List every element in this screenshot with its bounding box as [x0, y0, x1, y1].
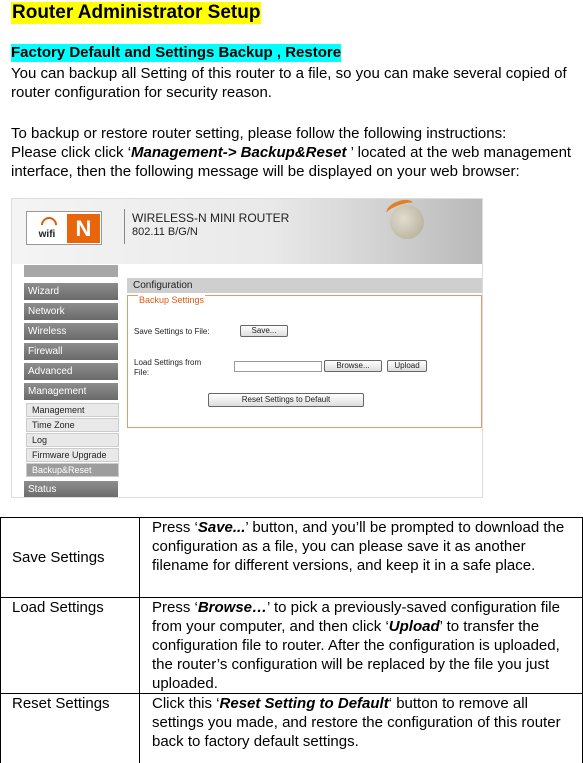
nav-item-wizard[interactable]: Wizard — [24, 283, 118, 300]
subnav-item-management[interactable]: Management — [26, 403, 119, 417]
desc-button-name: Save... — [197, 519, 246, 536]
load-settings-label-line2: File: — [134, 368, 150, 377]
backup-settings-legend: Backup Settings — [139, 295, 205, 305]
nav-item-wireless[interactable]: Wireless — [24, 323, 118, 340]
table-row — [1, 694, 583, 763]
banner-divider — [124, 209, 125, 244]
router-banner — [12, 199, 483, 264]
instructions-pre: Please click click ‘ — [11, 144, 132, 161]
desc-button-name: Reset Setting to Default — [219, 695, 389, 712]
desc-text: ‘ button to remove all settings you made, and restore the configuration of this router back to factory default settings. — [152, 695, 561, 750]
desc-text: Press ‘ — [152, 519, 198, 536]
nav-item-management[interactable]: Management — [24, 383, 118, 400]
subnav-item-time-zone[interactable]: Time Zone — [26, 418, 119, 432]
backup-settings-box — [127, 295, 482, 428]
row-key: Load Settings — [1, 598, 140, 694]
reset-to-default-button[interactable]: Reset Settings to Default — [208, 393, 364, 407]
row-key: Reset Settings — [1, 694, 140, 763]
globe-icon — [390, 205, 424, 239]
instructions-line-1: To backup or restore router setting, please follow the following instructions: — [11, 125, 507, 142]
upload-button[interactable]: Upload — [387, 360, 427, 372]
configuration-panel — [127, 278, 482, 428]
subnav-item-backup-reset[interactable]: Backup&Reset — [26, 463, 119, 477]
desc-text: Press ‘ — [152, 599, 198, 616]
panel-header: Configuration — [127, 278, 482, 293]
page-title: Router Administrator Setup — [12, 2, 261, 23]
wifi-logo-text: wifi — [29, 215, 65, 241]
nav-item-advanced[interactable]: Advanced — [24, 363, 118, 380]
sidebar-nav — [24, 265, 118, 498]
settings-table — [0, 517, 583, 763]
instructions-post: ’ located at the web management interface, then the following message will be displayed on your web browser: — [11, 144, 572, 180]
product-model: 802.11 B/G/N — [132, 226, 198, 238]
row-description — [140, 694, 583, 763]
save-button[interactable]: Save... — [240, 325, 288, 337]
row-key: Save Settings — [1, 518, 140, 598]
subnav-item-firmware-upgrade[interactable]: Firmware Upgrade — [26, 448, 119, 462]
desc-text: ’ to pick a previously-saved configuration file from your computer, and then click ‘ — [152, 599, 560, 635]
browse-button[interactable]: Browse... — [324, 360, 382, 372]
n-logo-badge: N — [67, 214, 100, 243]
save-settings-label: Save Settings to File: — [134, 327, 210, 336]
section-heading: Factory Default and Settings Backup , Restore — [11, 44, 342, 61]
menu-path: Management-> Backup&Reset — [131, 144, 347, 161]
desc-text: Click this ‘ — [152, 695, 220, 712]
desc-text: ’ to transfer the configuration file to router. After the configuration is uploaded, the router’s configuration will be replaced by the file you just uploaded. — [152, 618, 560, 692]
product-name: WIRELESS-N MINI ROUTER — [132, 211, 290, 225]
row-description — [140, 518, 583, 598]
table-row — [1, 598, 583, 694]
router-ui-screenshot — [11, 198, 483, 498]
intro-paragraph: You can backup all Setting of this router to a file, so you can make several copied of router configuration for security reason. — [11, 65, 567, 101]
subnav-item-log[interactable]: Log — [26, 433, 119, 447]
nav-item-firewall[interactable]: Firewall — [24, 343, 118, 360]
desc-text: ’ button, and you’ll be prompted to download the configuration as a file, you can please save it as another filename for different versions, and keep it in a safe place. — [152, 519, 565, 574]
instructions-paragraph — [11, 124, 576, 181]
nav-item-network[interactable]: Network — [24, 303, 118, 320]
wifi-n-logo — [26, 211, 102, 245]
load-settings-label-line1: Load Settings from — [134, 358, 202, 367]
row-description — [140, 598, 583, 694]
table-row — [1, 518, 583, 598]
nav-item-status[interactable]: Status — [24, 481, 118, 498]
desc-button-name: Browse… — [197, 599, 268, 616]
file-path-input[interactable] — [234, 361, 322, 372]
desc-button-name: Upload — [388, 618, 440, 635]
sidebar-topbar — [24, 265, 118, 277]
